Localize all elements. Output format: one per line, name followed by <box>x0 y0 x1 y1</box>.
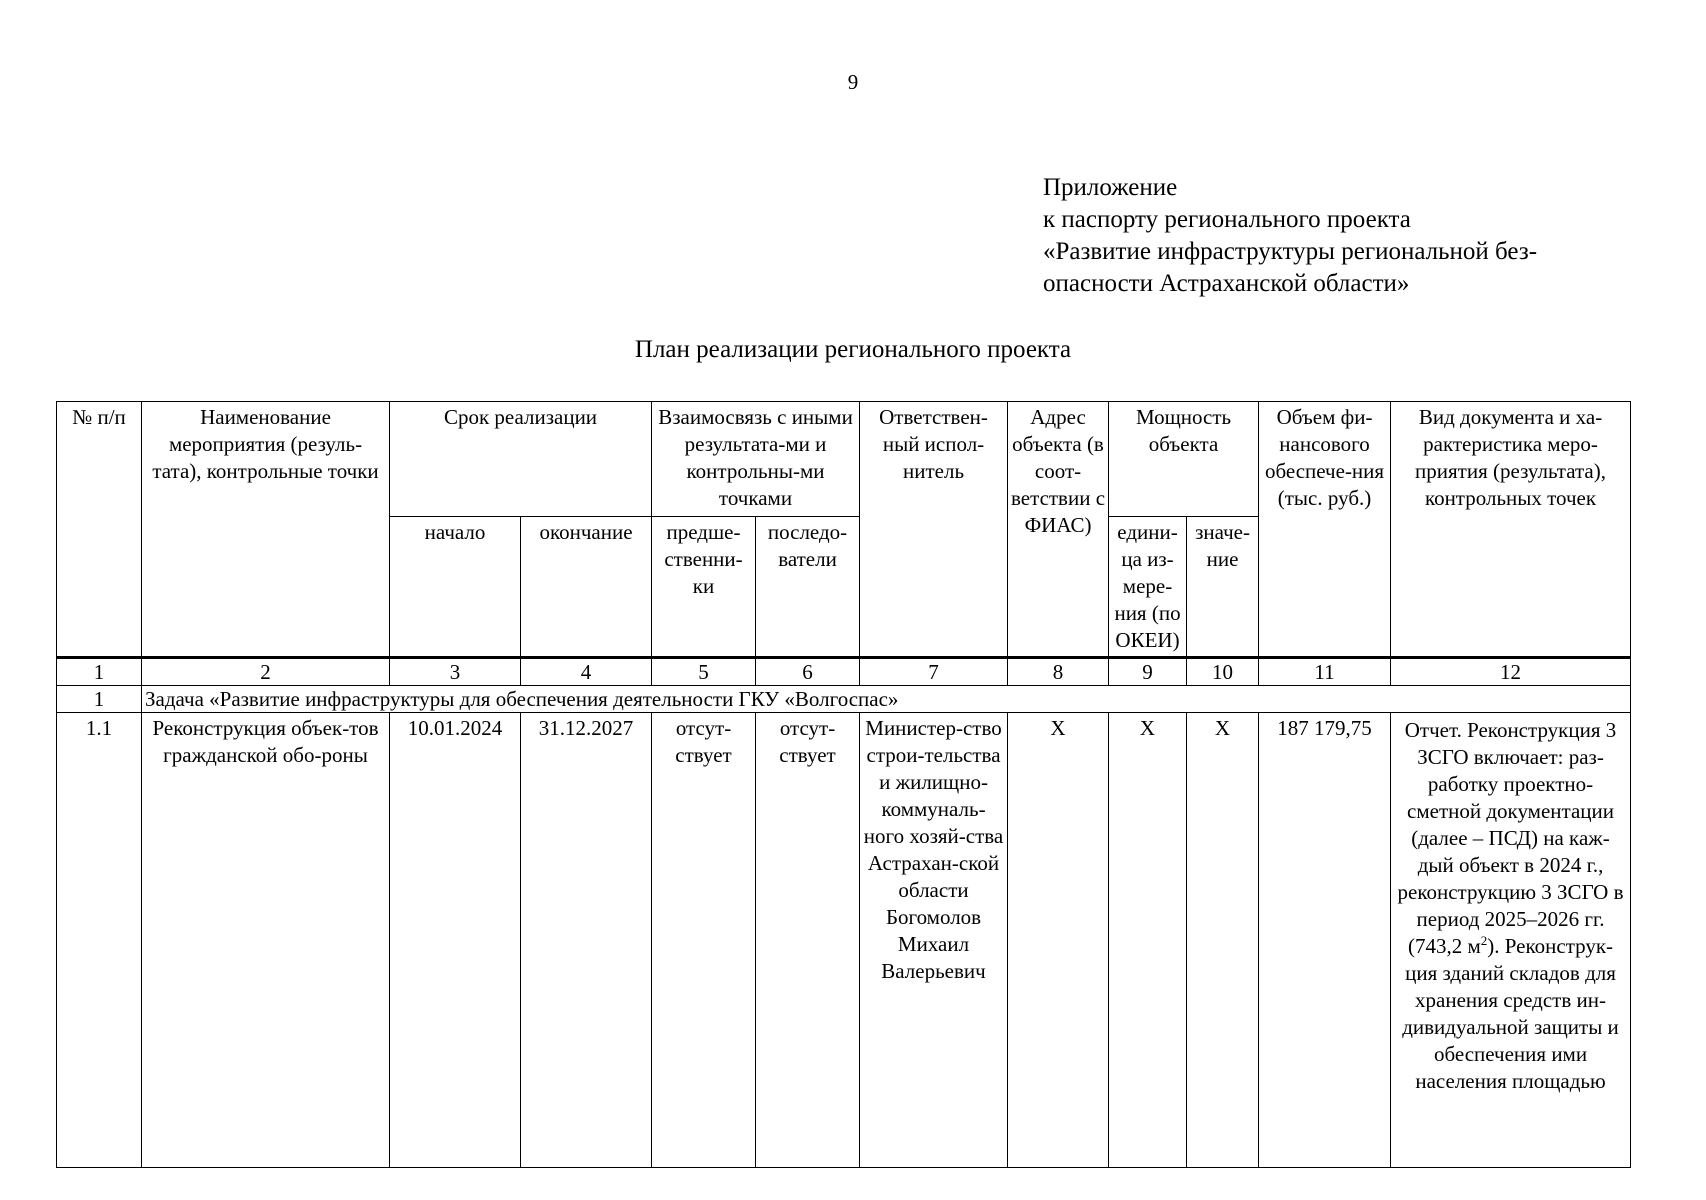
page-number: 9 <box>847 70 859 94</box>
plan-title: План реализации регионального проекта <box>634 336 1072 363</box>
row-predecessors: отсут-ствует <box>652 713 756 1168</box>
header-name: Наименование мероприятия (резуль-тата), контрольные точки <box>142 402 390 658</box>
header-predecessors: предше-ственни-ки <box>652 517 756 658</box>
column-number: 4 <box>521 658 652 686</box>
header-funding: Объем фи-нансового обеспече-ния (тыс. руб.) <box>1259 402 1391 658</box>
row-start: 10.01.2024 <box>390 713 521 1168</box>
row-doc-text-continued: ). Реконструк-ция зданий складов для хранения средств ин-дивидуальной защиты и обеспечения ими населения площадью <box>1402 934 1619 1093</box>
header-responsible: Ответствен-ный испол-нитель <box>860 402 1008 658</box>
row-successors: отсут-ствует <box>756 713 860 1168</box>
task-text: Задача «Развитие инфраструктуры для обеспечения деятельности ГКУ «Волгоспас» <box>142 686 1631 713</box>
column-number: 10 <box>1187 658 1259 686</box>
header-term-end: окончание <box>521 517 652 658</box>
appendix-line: опасности Астраханской области» <box>1043 270 1410 297</box>
header-relation: Взаимосвязь с иными результата-ми и контрольны-ми точками <box>652 402 860 517</box>
row-end: 31.12.2027 <box>521 713 652 1168</box>
header-address: Адрес объекта (в соот-ветствии с ФИАС) <box>1008 402 1109 658</box>
column-number: 7 <box>860 658 1008 686</box>
header-successors: последо-ватели <box>756 517 860 658</box>
row-unit: X <box>1109 713 1187 1168</box>
column-number: 3 <box>390 658 521 686</box>
task-row <box>57 686 1631 713</box>
appendix-header <box>1043 172 1643 300</box>
row-doc-text: Отчет. Реконструкция 3 ЗСГО включает: раз-работку проектно-сметной документации (далее – ПСД) на каж-дый объект в 2024 г., реконструкцию 3 ЗСГО в период 2025–2026 гг. (743,2 м <box>1397 718 1624 958</box>
header-value: значе-ние <box>1187 517 1259 658</box>
row-doc <box>1391 713 1631 1168</box>
column-number: 12 <box>1391 658 1631 686</box>
row-name: Реконструкция объек-тов гражданской обо-роны <box>142 713 390 1168</box>
row-responsible: Министер-ство строи-тельства и жилищно-коммуналь-ного хозяй-ства Астрахан-ской области Богомолов Михаил Валерьевич <box>860 713 1008 1168</box>
header-num: № п/п <box>57 402 142 658</box>
appendix-line: «Развитие инфраструктуры региональной без- <box>1043 238 1538 265</box>
appendix-line: Приложение <box>1043 174 1178 201</box>
column-number: 8 <box>1008 658 1109 686</box>
table-row <box>57 713 1631 1168</box>
header-row <box>57 402 1631 517</box>
row-value: X <box>1187 713 1259 1168</box>
header-term-start: начало <box>390 517 521 658</box>
header-capacity: Мощность объекта <box>1109 402 1259 517</box>
appendix-line: к паспорту регионального проекта <box>1043 206 1411 233</box>
task-num: 1 <box>57 686 142 713</box>
row-doc-superscript: 2 <box>1480 933 1488 948</box>
column-number-row <box>57 658 1631 686</box>
column-number: 5 <box>652 658 756 686</box>
row-num: 1.1 <box>57 713 142 1168</box>
implementation-plan-table <box>56 401 1631 1168</box>
header-doc: Вид документа и ха-рактеристика меро-приятия (результата), контрольных точек <box>1391 402 1631 658</box>
header-term: Срок реализации <box>390 402 652 517</box>
column-number: 6 <box>756 658 860 686</box>
column-number: 9 <box>1109 658 1187 686</box>
header-unit: едини-ца из-мере-ния (по ОКЕИ) <box>1109 517 1187 658</box>
column-number: 2 <box>142 658 390 686</box>
column-number: 1 <box>57 658 142 686</box>
column-number: 11 <box>1259 658 1391 686</box>
row-funding: 187 179,75 <box>1259 713 1391 1168</box>
row-address: X <box>1008 713 1109 1168</box>
